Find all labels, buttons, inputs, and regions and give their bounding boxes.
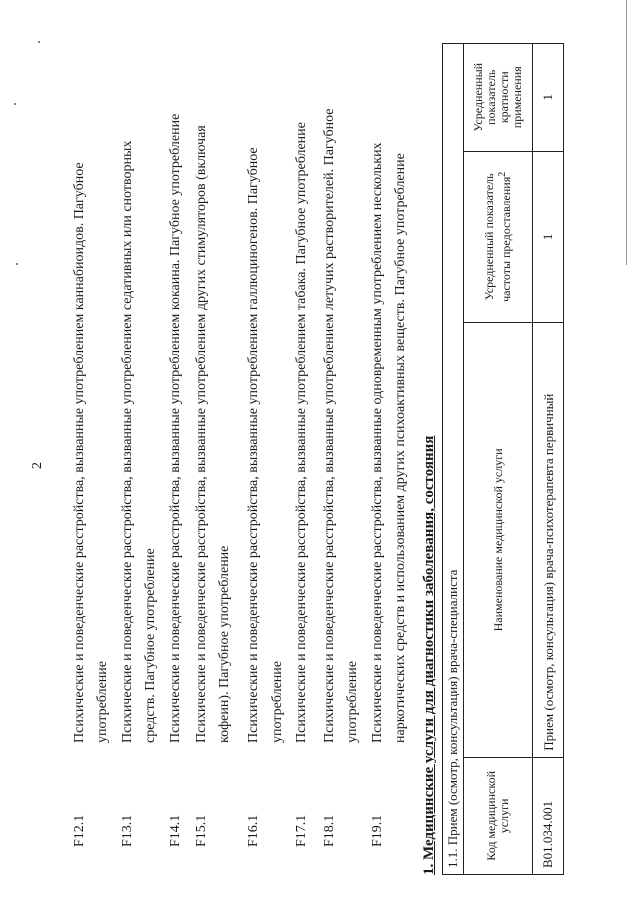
diagnosis-text: употребление (270, 661, 285, 743)
diagnosis-text: употребление (95, 661, 110, 743)
diagnosis-code: F16.1 (246, 814, 261, 847)
column-header-multiplicity: Усредненный показатель кратности применения (464, 44, 533, 152)
service-multiplicity: 1 (533, 44, 564, 152)
table-header-row (464, 44, 533, 875)
table-row (533, 44, 564, 875)
column-header-code: Код медицинской услуги (464, 757, 533, 874)
diagnosis-code: F17.1 (294, 814, 309, 847)
service-name: Прием (осмотр, консультация) врача-психотерапевта первичный (533, 323, 564, 758)
diagnosis-code: F15.1 (194, 814, 209, 847)
section-heading: 1. Медицинские услуги для диагностики заболевания, состояния (421, 435, 437, 875)
scan-speck (14, 103, 16, 105)
diagnosis-text: Психические и поведенческие расстройства, вызванные употреблением табака. Пагубное употребление (294, 122, 309, 743)
diagnosis-code: F13.1 (120, 814, 135, 847)
diagnosis-text: Психические и поведенческие расстройства, вызванные употреблением летучих растворителей. Пагубное (322, 108, 337, 743)
service-frequency: 1 (533, 151, 564, 323)
diagnosis-code: F12.1 (72, 814, 87, 847)
diagnosis-text: Психические и поведенческие расстройства, вызванные употреблением каннабиоидов. Пагубное (72, 162, 87, 743)
table-subsection-title: 1.1. Прием (осмотр, консультация) врача-специалиста (443, 44, 464, 875)
diagnosis-text: наркотических средств и использованием других психоактивных веществ. Пагубное употребление (393, 153, 408, 743)
column-header-frequency (464, 151, 533, 323)
diagnosis-code: F14.1 (168, 814, 183, 847)
scan-speck (16, 263, 18, 265)
diagnosis-text: Психические и поведенческие расстройства, вызванные употреблением галлюциногенов. Пагубное (246, 147, 261, 743)
column-header-name: Наименование медицинской услуги (464, 323, 533, 758)
diagnosis-text: Психические и поведенческие расстройства, вызванные употреблением других стимуляторов (включая (194, 125, 209, 743)
frequency-header-text: Усредненный показатель частоты предоставления (482, 173, 513, 302)
diagnosis-code: F18.1 (322, 814, 337, 847)
frequency-footnote-mark: 2 (497, 171, 508, 177)
scan-edge-line (626, 0, 627, 265)
diagnosis-text: Психические и поведенческие расстройства, вызванные употреблением седативных или снотворных (120, 140, 135, 743)
diagnosis-text: Психические и поведенческие расстройства, вызванные одновременным употреблением нескольких (370, 142, 385, 743)
services-table (442, 43, 564, 875)
diagnosis-text: средств. Пагубное употребление (143, 548, 158, 743)
diagnosis-code: F19.1 (370, 814, 385, 847)
diagnosis-text: употребление (345, 661, 360, 743)
diagnosis-text: Психические и поведенческие расстройства, вызванные употреблением кокаина. Пагубное употребление (168, 113, 183, 743)
service-code: B01.034.001 (533, 757, 564, 874)
page-number: 2 (30, 462, 45, 469)
diagnosis-text: кофеин). Пагубное употребление (217, 545, 232, 743)
scan-speck (38, 41, 40, 43)
